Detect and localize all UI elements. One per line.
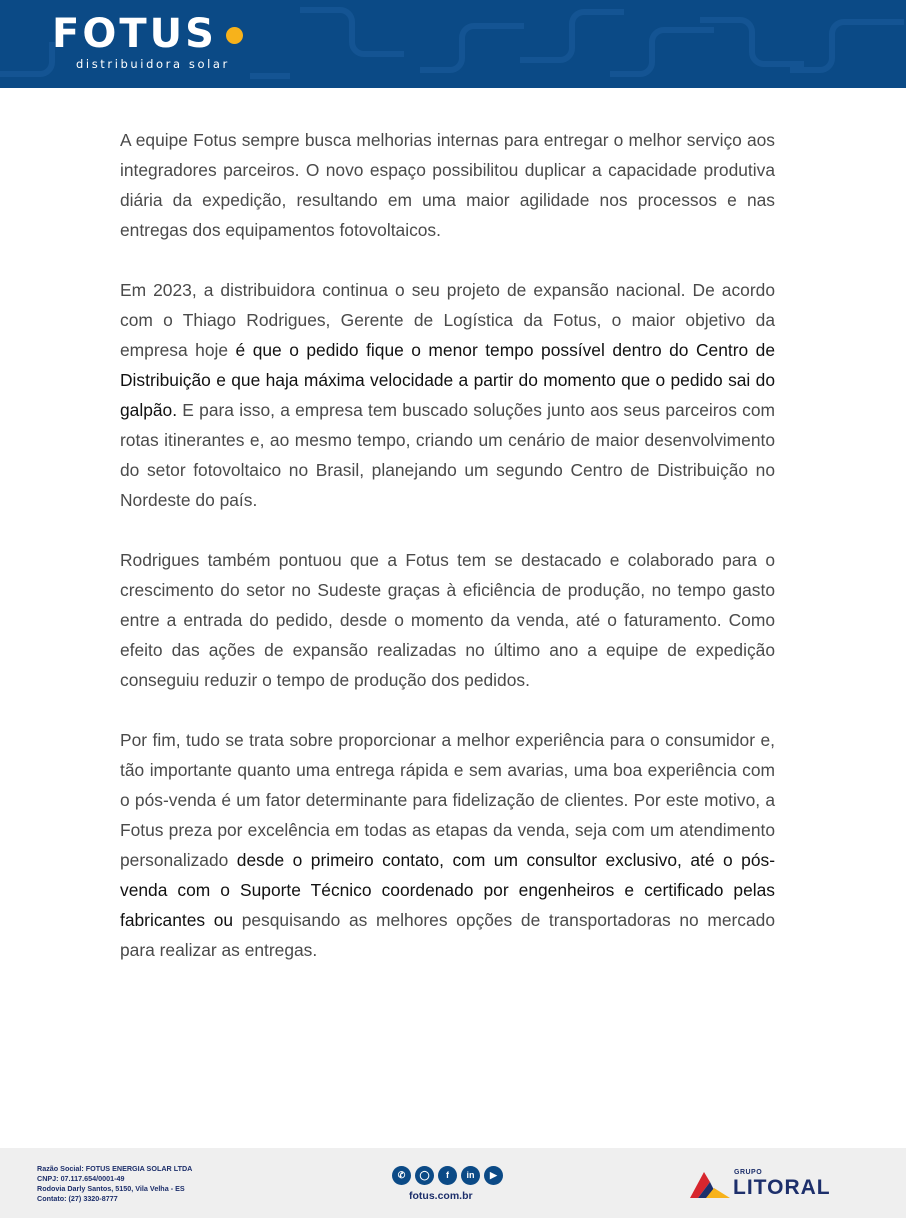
paragraph-3: Rodrigues também pontuou que a Fotus tem se destacado e colaborado para o crescimento do setor no Sudeste graças à eficiência de produção, no tempo gasto entre a entrada do pedido, desde o momento da venda, até o faturamento. Como efeito das ações de expansão realizadas no último ano a equipe de expedição conseguiu reduzir o tempo de produção dos pedidos. <box>120 550 775 690</box>
paragraph-1: A equipe Fotus sempre busca melhorias internas para entregar o melhor serviço aos integradores parceiros. O novo espaço possibilitou duplicar a capacidade produtiva diária da expedição, resultando em uma maior agilidade nos processos e nas entregas dos equipamentos fotovoltaicos. <box>120 130 775 240</box>
linkedin-icon[interactable]: in <box>461 1166 480 1185</box>
page-footer <box>0 1148 906 1218</box>
fotus-logo: FOTUS <box>52 11 217 57</box>
youtube-icon[interactable]: ▶ <box>484 1166 503 1185</box>
logo-subtitle: distribuidora solar <box>76 57 230 71</box>
facebook-icon[interactable]: f <box>438 1166 457 1185</box>
website-link[interactable]: fotus.com.br <box>409 1190 473 1202</box>
logo-sun-icon <box>226 27 243 44</box>
paragraph-4-highlight: desde o primeiro contato, com um consultor exclusivo, até o pós-venda com o Suporte Técnico coordenado por engenheiros e certificado pelas fabricantes ou <box>120 850 776 930</box>
company-info <box>37 1164 192 1204</box>
instagram-icon[interactable]: ◯ <box>415 1166 434 1185</box>
paragraph-4-text-end: pesquisando as melhores opções de transportadoras no mercado para realizar as entregas. <box>120 910 775 960</box>
paragraph-2-highlight: é que o pedido fique o menor tempo possível dentro do Centro de Distribuição e que haja máxima velocidade a partir do momento que o pedido sai do galpão. <box>120 340 775 420</box>
paragraph-4 <box>120 725 775 965</box>
brand-name: LITORAL <box>733 1176 831 1199</box>
paragraph-2-text-end: E para isso, a empresa tem buscado soluções junto aos seus parceiros com rotas itinerantes e, ao mesmo tempo, criando um cenário de maior desenvolvimento do setor fotovoltaico no Brasil, planejando um segundo Centro de Distribuição no Nordeste do país. <box>120 400 775 510</box>
article-body <box>120 125 775 995</box>
social-links <box>392 1166 503 1185</box>
whatsapp-icon[interactable]: ✆ <box>392 1166 411 1185</box>
brand-group-label: GRUPO <box>734 1169 763 1176</box>
paragraph-2 <box>120 275 775 515</box>
page-header <box>0 0 906 88</box>
company-address: Rodovia Darly Santos, 5150, Vila Velha - ES <box>37 1184 185 1193</box>
litoral-logo-icon <box>688 1168 732 1200</box>
company-contact: Contato: (27) 3320-8777 <box>37 1194 118 1203</box>
company-name: Razão Social: FOTUS ENERGIA SOLAR LTDA <box>37 1164 193 1173</box>
company-cnpj: CNPJ: 07.117.654/0001-49 <box>37 1174 125 1183</box>
paragraph-2-text: Em 2023, a distribuidora continua o seu projeto de expansão nacional. De acordo com o Thiago Rodrigues, Gerente de Logística da Fotus, o maior objetivo da empresa hoje <box>120 280 775 360</box>
paragraph-4-text: Por fim, tudo se trata sobre proporcionar a melhor experiência para o consumidor e, tão importante quanto uma entrega rápida e sem avarias, uma boa experiência com o pós-venda é um fator determinante para fidelização de clientes. Por este motivo, a Fotus preza por excelência em todas as etapas da venda, seja com um atendimento personalizado <box>120 730 775 870</box>
